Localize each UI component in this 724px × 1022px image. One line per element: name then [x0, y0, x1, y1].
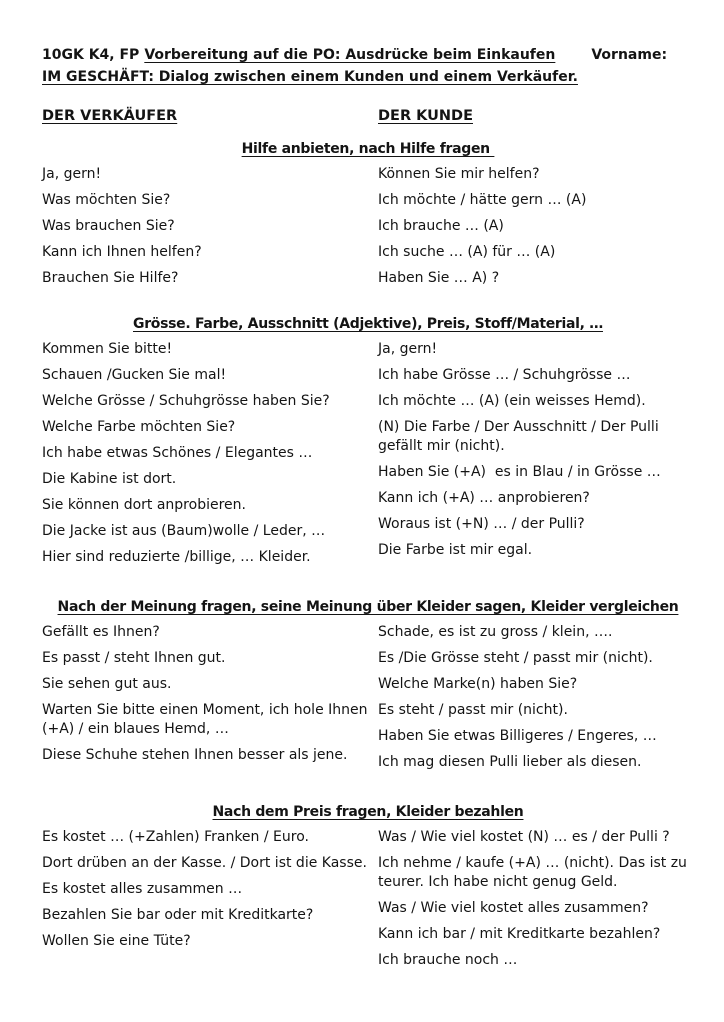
verkaeufer-column	[42, 828, 378, 958]
kunde-phrase: Kann ich (+A) … anprobieren?	[378, 490, 590, 506]
verkaeufer-phrase: Welche Farbe möchten Sie?	[42, 419, 236, 435]
verkaeufer-phrase: Welche Grösse / Schuhgrösse haben Sie?	[42, 393, 330, 409]
kunde-phrase: Können Sie mir helfen?	[378, 166, 540, 182]
verkaeufer-column	[42, 340, 378, 574]
kunde-column	[378, 340, 694, 567]
column-header-kunde: DER KUNDE	[378, 108, 473, 124]
section-hilfe-columns	[42, 165, 694, 295]
kunde-phrase: Haben Sie (+A) es in Blau / in Grösse …	[378, 464, 661, 480]
section-title-hilfe-row	[42, 140, 694, 159]
kunde-phrase: Haben Sie … A) ?	[378, 270, 500, 286]
verkaeufer-phrase: Sie können dort anprobieren.	[42, 497, 246, 513]
section-title-meinung-row	[42, 598, 694, 617]
kunde-phrase: Ich habe Grösse … / Schuhgrösse …	[378, 367, 631, 383]
section-meinung	[42, 598, 694, 779]
section-title-meinung: Nach der Meinung fragen, seine Meinung über Kleider sagen, Kleider vergleichen	[57, 599, 679, 615]
section-groesse-farbe	[42, 315, 694, 574]
name-label: Vorname:	[591, 47, 668, 63]
verkaeufer-phrase: Die Jacke ist aus (Baum)wolle / Leder, …	[42, 523, 326, 539]
section-hilfe	[42, 140, 694, 295]
column-header-verkaeufer: DER VERKÄUFER	[42, 108, 178, 124]
course-code: 10GK K4, FP	[42, 47, 140, 63]
verkaeufer-phrase: Schauen /Gucken Sie mal!	[42, 367, 227, 383]
kunde-column	[378, 828, 694, 977]
kunde-phrase: Ich möchte / hätte gern … (A)	[378, 192, 587, 208]
section-meinung-columns	[42, 623, 694, 779]
kunde-phrase: Ich brauche … (A)	[378, 218, 504, 234]
verkaeufer-phrase: Warten Sie bitte einen Moment, ich hole Ihnen (+A) / ein blaues Hemd, …	[42, 702, 372, 737]
kunde-phrase: (N) Die Farbe / Der Ausschnitt / Der Pulli gefällt mir (nicht).	[378, 419, 664, 454]
verkaeufer-phrase: Ich habe etwas Schönes / Elegantes …	[42, 445, 313, 461]
column-header-kunde-cell	[378, 107, 694, 126]
verkaeufer-phrase: Es passt / steht Ihnen gut.	[42, 650, 226, 666]
kunde-phrase: Es /Die Grösse steht / passt mir (nicht).	[378, 650, 653, 666]
verkaeufer-phrase: Ja, gern!	[42, 166, 102, 182]
verkaeufer-column	[42, 623, 378, 772]
verkaeufer-phrase: Kommen Sie bitte!	[42, 341, 173, 357]
kunde-phrase: Welche Marke(n) haben Sie?	[378, 676, 578, 692]
section-preis-columns	[42, 828, 694, 977]
kunde-phrase: Was / Wie viel kostet (N) … es / der Pulli ?	[378, 829, 670, 845]
section-title-preis: Nach dem Preis fragen, Kleider bezahlen	[212, 804, 524, 820]
kunde-phrase: Ich möchte … (A) (ein weisses Hemd).	[378, 393, 646, 409]
section-title-groesse: Grösse. Farbe, Ausschnitt (Adjektive), Preis, Stoff/Material, …	[133, 316, 603, 332]
column-headers	[42, 107, 694, 126]
verkaeufer-phrase: Es kostet … (+Zahlen) Franken / Euro.	[42, 829, 309, 845]
kunde-phrase: Ich suche … (A) für … (A)	[378, 244, 556, 260]
section-title-preis-row	[42, 803, 694, 822]
document-header-line1	[42, 46, 694, 65]
kunde-phrase: Was / Wie viel kostet alles zusammen?	[378, 900, 649, 916]
verkaeufer-phrase: Gefällt es Ihnen?	[42, 624, 160, 640]
verkaeufer-phrase: Was möchten Sie?	[42, 192, 171, 208]
kunde-phrase: Ich brauche noch …	[378, 952, 518, 968]
section-title-hilfe: Hilfe anbieten, nach Hilfe fragen	[241, 141, 495, 157]
document-subtitle: IM GESCHÄFT: Dialog zwischen einem Kunden und einem Verkäufer.	[42, 69, 578, 85]
verkaeufer-phrase: Die Kabine ist dort.	[42, 471, 177, 487]
verkaeufer-phrase: Wollen Sie eine Tüte?	[42, 933, 191, 949]
kunde-phrase: Ja, gern!	[378, 341, 438, 357]
section-groesse-columns	[42, 340, 694, 574]
kunde-phrase: Ich mag diesen Pulli lieber als diesen.	[378, 754, 642, 770]
kunde-phrase: Woraus ist (+N) … / der Pulli?	[378, 516, 585, 532]
verkaeufer-phrase: Diese Schuhe stehen Ihnen besser als jene.	[42, 747, 348, 763]
verkaeufer-phrase: Was brauchen Sie?	[42, 218, 175, 234]
kunde-phrase: Die Farbe ist mir egal.	[378, 542, 533, 558]
verkaeufer-phrase: Hier sind reduzierte /billige, … Kleider.	[42, 549, 311, 565]
document-title: Vorbereitung auf die PO: Ausdrücke beim Einkaufen	[144, 47, 556, 63]
verkaeufer-phrase: Sie sehen gut aus.	[42, 676, 172, 692]
verkaeufer-phrase: Brauchen Sie Hilfe?	[42, 270, 179, 286]
column-header-verkaeufer-cell	[42, 107, 378, 126]
section-title-groesse-row	[42, 315, 694, 334]
kunde-column	[378, 165, 694, 295]
verkaeufer-column	[42, 165, 378, 295]
section-preis	[42, 803, 694, 977]
kunde-phrase: Es steht / passt mir (nicht).	[378, 702, 568, 718]
verkaeufer-phrase: Dort drüben an der Kasse. / Dort ist die Kasse.	[42, 855, 367, 871]
verkaeufer-phrase: Kann ich Ihnen helfen?	[42, 244, 202, 260]
kunde-phrase: Ich nehme / kaufe (+A) … (nicht). Das ist zu teurer. Ich habe nicht genug Geld.	[378, 855, 692, 890]
kunde-column	[378, 623, 694, 779]
kunde-phrase: Schade, es ist zu gross / klein, ….	[378, 624, 613, 640]
verkaeufer-phrase: Bezahlen Sie bar oder mit Kreditkarte?	[42, 907, 314, 923]
kunde-phrase: Haben Sie etwas Billigeres / Engeres, …	[378, 728, 657, 744]
kunde-phrase: Kann ich bar / mit Kreditkarte bezahlen?	[378, 926, 661, 942]
verkaeufer-phrase: Es kostet alles zusammen …	[42, 881, 243, 897]
